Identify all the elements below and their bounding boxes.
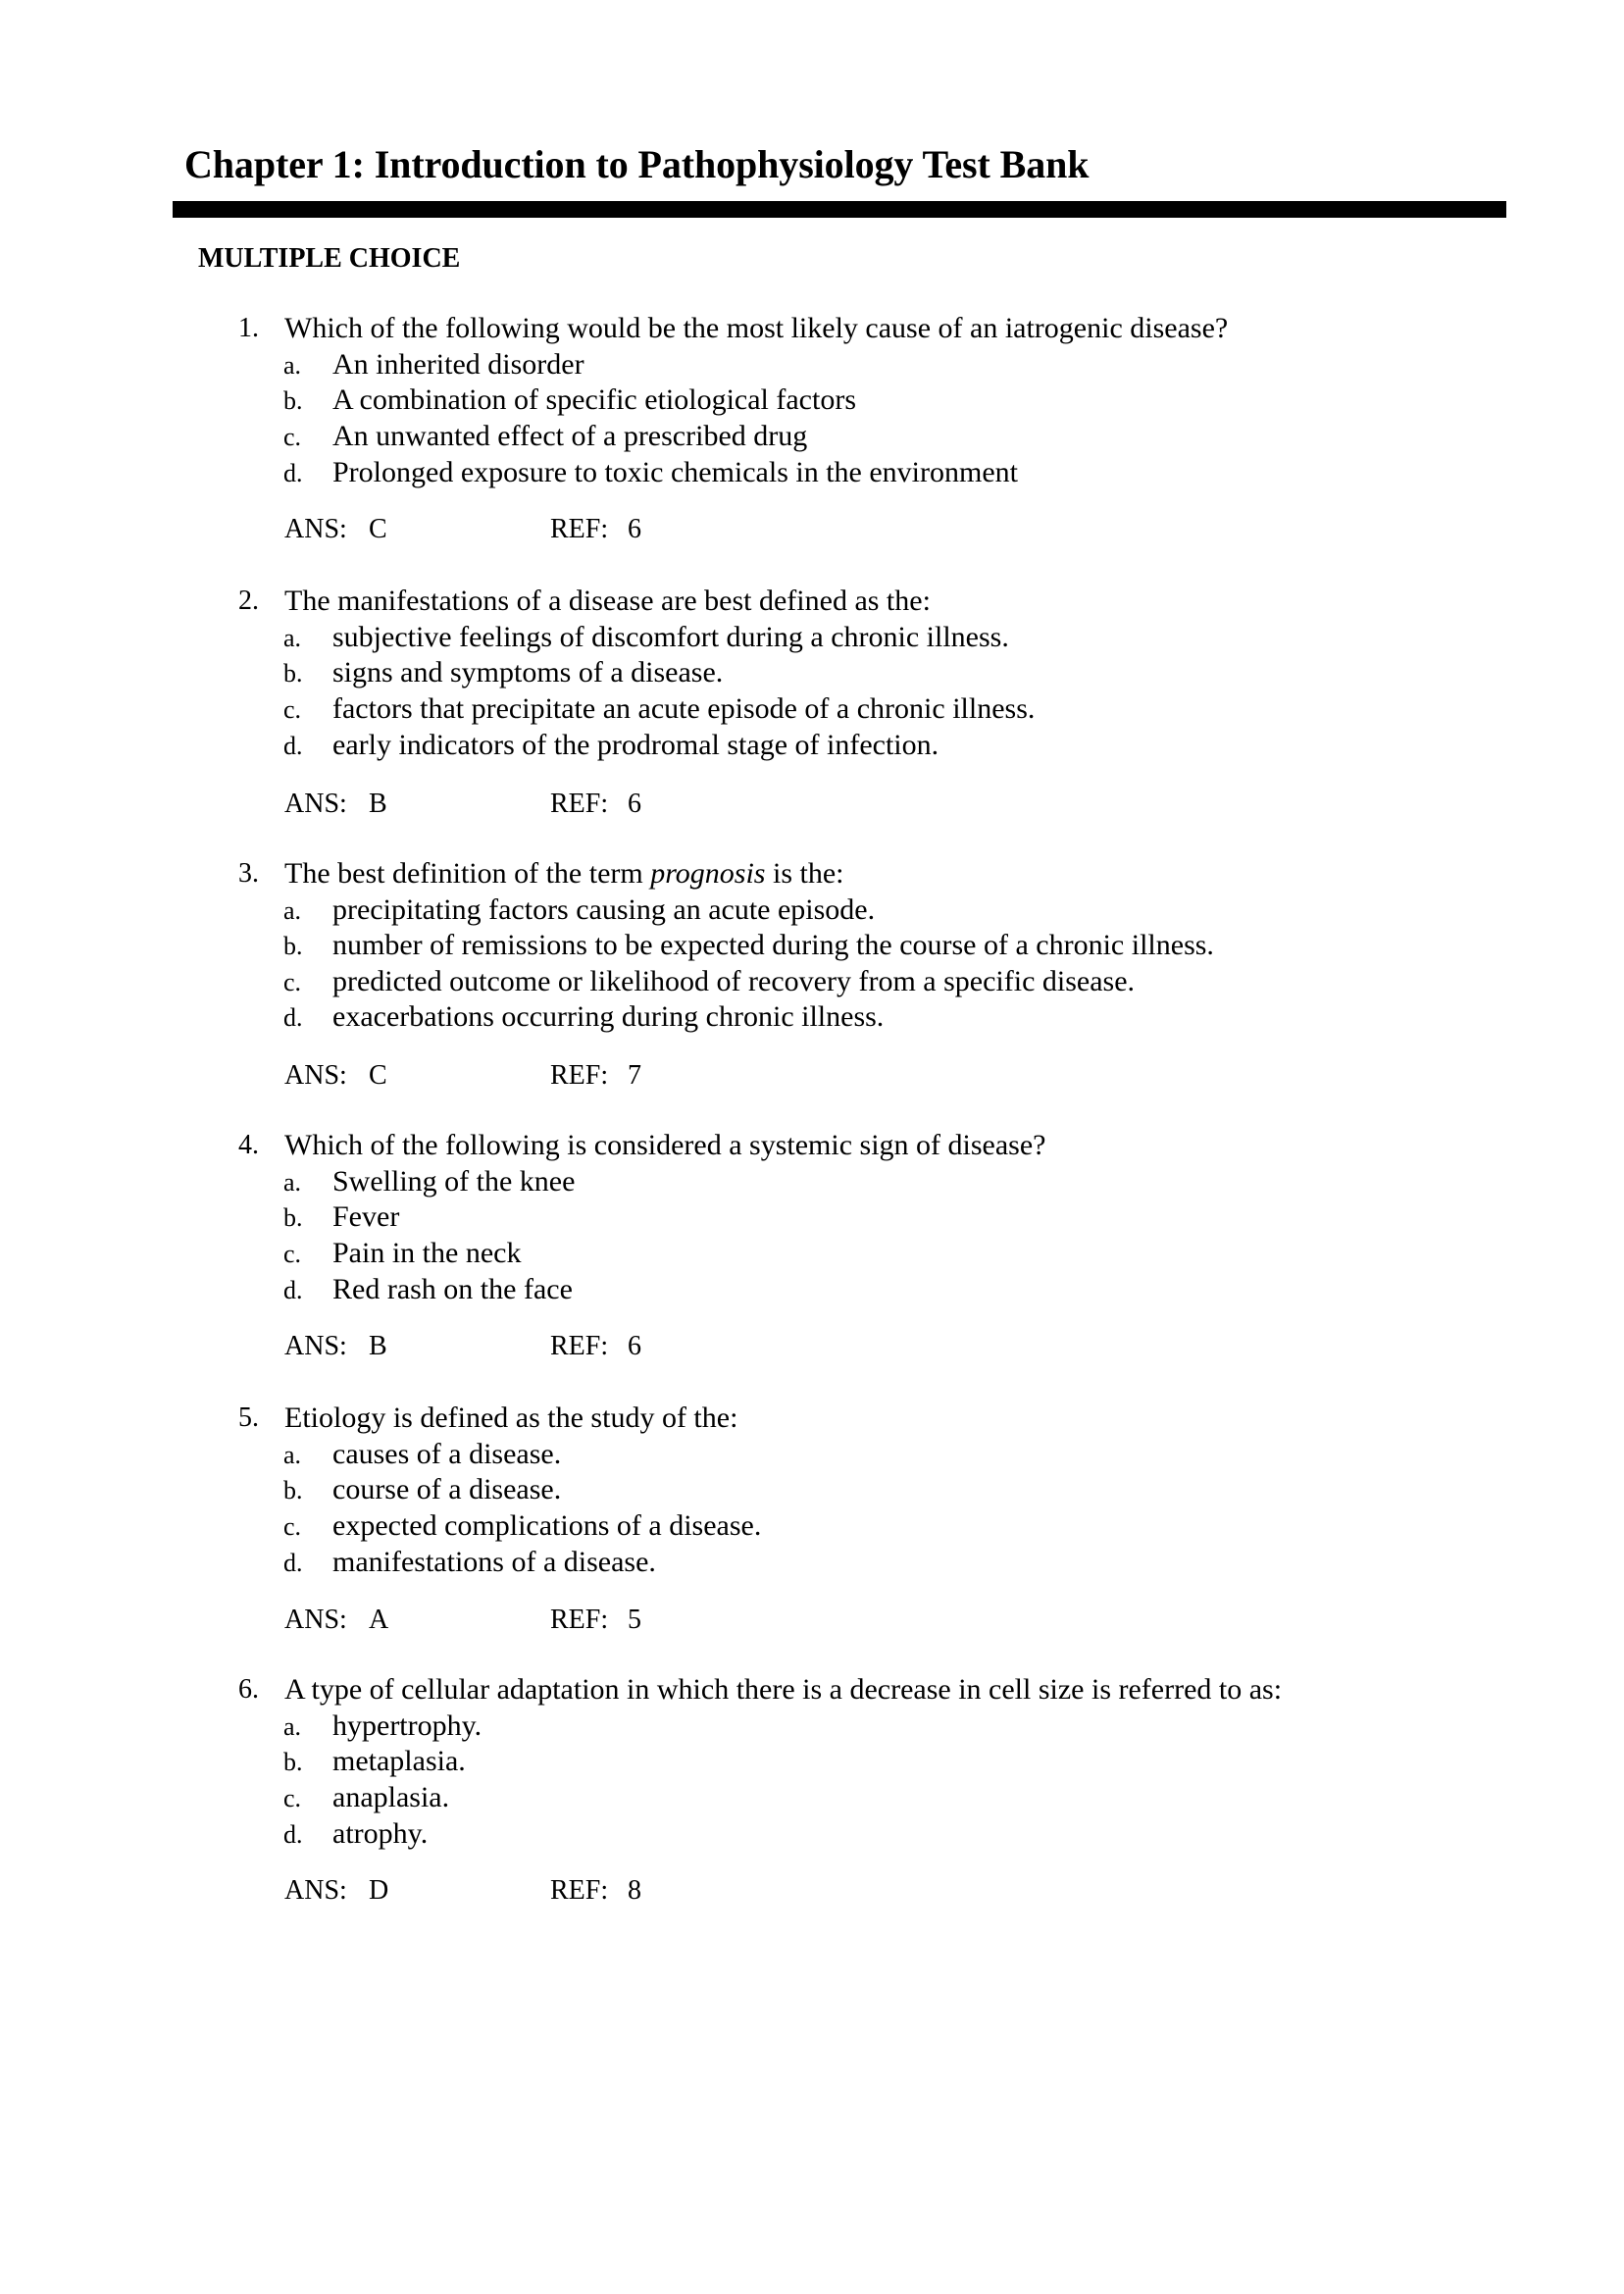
option-text: Pain in the neck xyxy=(332,1237,522,1269)
option-b xyxy=(0,658,1624,688)
option-text: hypertrophy. xyxy=(332,1709,482,1742)
question-text: The manifestations of a disease are best defined as the: xyxy=(284,585,931,617)
option-c xyxy=(0,967,1624,996)
answer-label: ANS: xyxy=(284,1331,347,1361)
question-text-italic-term: prognosis xyxy=(650,857,766,890)
option-text: manifestations of a disease. xyxy=(332,1546,656,1578)
question-number: 4. xyxy=(238,1130,259,1160)
reference-value: 6 xyxy=(628,514,641,544)
section-heading: MULTIPLE CHOICE xyxy=(198,243,461,274)
option-letter: c. xyxy=(283,968,302,996)
option-c xyxy=(0,1783,1624,1812)
answer-reference-row xyxy=(0,1332,1624,1361)
option-text: causes of a disease. xyxy=(332,1438,562,1470)
option-letter: a. xyxy=(283,1168,302,1197)
question-number: 2. xyxy=(238,586,259,616)
option-a xyxy=(0,1167,1624,1197)
question-6 xyxy=(0,1675,1624,1930)
option-text: early indicators of the prodromal stage of infection. xyxy=(332,729,939,761)
option-b xyxy=(0,931,1624,960)
question-number: 1. xyxy=(238,313,259,343)
option-a xyxy=(0,1711,1624,1741)
answer-reference-row xyxy=(0,790,1624,819)
option-text: Swelling of the knee xyxy=(332,1165,576,1198)
option-text: exacerbations occurring during chronic illness. xyxy=(332,1000,885,1033)
reference-label: REF: xyxy=(550,1060,609,1091)
answer-reference-row xyxy=(0,1876,1624,1906)
reference-value: 7 xyxy=(628,1060,641,1091)
option-b xyxy=(0,1202,1624,1232)
option-c xyxy=(0,1239,1624,1268)
option-letter: d. xyxy=(283,1549,303,1577)
option-letter: a. xyxy=(283,1712,302,1741)
option-letter: b. xyxy=(283,932,303,960)
option-b xyxy=(0,1747,1624,1776)
answer-value: D xyxy=(369,1875,389,1906)
option-letter: c. xyxy=(283,423,302,451)
option-d xyxy=(0,1002,1624,1032)
question-text-after: is the: xyxy=(765,857,844,890)
question-number: 6. xyxy=(238,1674,259,1705)
option-text: Red rash on the face xyxy=(332,1273,573,1305)
option-text: predicted outcome or likelihood of recovery from a specific disease. xyxy=(332,965,1136,997)
option-letter: d. xyxy=(283,732,303,760)
option-letter: a. xyxy=(283,624,302,652)
option-a xyxy=(0,623,1624,652)
answer-reference-row xyxy=(0,1061,1624,1091)
reference-value: 6 xyxy=(628,789,641,819)
answer-value: B xyxy=(369,789,387,819)
option-text: An inherited disorder xyxy=(332,348,584,381)
option-letter: b. xyxy=(283,1748,303,1776)
option-text: course of a disease. xyxy=(332,1473,562,1505)
option-text: precipitating factors causing an acute episode. xyxy=(332,893,876,926)
answer-label: ANS: xyxy=(284,789,347,819)
option-letter: c. xyxy=(283,695,302,724)
option-c xyxy=(0,422,1624,451)
answer-value: C xyxy=(369,1060,387,1091)
option-letter: b. xyxy=(283,659,303,688)
question-text-before: The best definition of the term xyxy=(284,857,651,890)
option-text: An unwanted effect of a prescribed drug xyxy=(332,420,808,452)
option-letter: d. xyxy=(283,1003,303,1032)
reference-value: 6 xyxy=(628,1331,641,1361)
option-b xyxy=(0,385,1624,415)
option-text: factors that precipitate an acute episode of a chronic illness. xyxy=(332,692,1036,725)
option-a xyxy=(0,895,1624,925)
question-text: Which of the following is considered a systemic sign of disease? xyxy=(284,1129,1046,1161)
option-letter: c. xyxy=(283,1240,302,1268)
answer-value: B xyxy=(369,1331,387,1361)
reference-label: REF: xyxy=(550,1875,609,1906)
option-letter: a. xyxy=(283,1441,302,1469)
option-text: A combination of specific etiological factors xyxy=(332,383,856,416)
reference-label: REF: xyxy=(550,789,609,819)
question-3 xyxy=(0,859,1624,1114)
option-letter: b. xyxy=(283,1476,303,1504)
reference-label: REF: xyxy=(550,514,609,544)
question-text: Etiology is defined as the study of the: xyxy=(284,1402,738,1434)
question-2 xyxy=(0,586,1624,841)
answer-value: C xyxy=(369,514,387,544)
option-c xyxy=(0,1511,1624,1541)
option-d xyxy=(0,458,1624,487)
option-text: signs and symptoms of a disease. xyxy=(332,656,724,688)
option-c xyxy=(0,694,1624,724)
option-letter: d. xyxy=(283,1276,303,1304)
reference-value: 5 xyxy=(628,1605,641,1635)
option-text: atrophy. xyxy=(332,1817,429,1850)
option-letter: b. xyxy=(283,1203,303,1232)
answer-value: A xyxy=(369,1605,389,1635)
option-text: anaplasia. xyxy=(332,1781,450,1813)
question-1 xyxy=(0,314,1624,569)
option-letter: d. xyxy=(283,459,303,487)
question-number: 5. xyxy=(238,1402,259,1433)
option-letter: c. xyxy=(283,1784,302,1812)
question-text xyxy=(284,859,843,889)
answer-reference-row xyxy=(0,515,1624,544)
option-a xyxy=(0,350,1624,380)
option-text: Fever xyxy=(332,1200,400,1233)
answer-label: ANS: xyxy=(284,1875,347,1906)
option-d xyxy=(0,731,1624,760)
option-letter: d. xyxy=(283,1820,303,1849)
option-d xyxy=(0,1819,1624,1849)
question-4 xyxy=(0,1131,1624,1386)
option-letter: a. xyxy=(283,896,302,925)
answer-label: ANS: xyxy=(284,514,347,544)
option-letter: a. xyxy=(283,351,302,380)
question-text: Which of the following would be the most likely cause of an iatrogenic disease? xyxy=(284,312,1229,344)
document-title: Chapter 1: Introduction to Pathophysiology Test Bank xyxy=(184,142,1090,186)
option-text: Prolonged exposure to toxic chemicals in the environment xyxy=(332,456,1018,488)
option-d xyxy=(0,1548,1624,1577)
option-d xyxy=(0,1275,1624,1304)
question-text: A type of cellular adaptation in which there is a decrease in cell size is referred to as: xyxy=(284,1673,1283,1706)
question-number: 3. xyxy=(238,858,259,889)
answer-reference-row xyxy=(0,1606,1624,1635)
reference-label: REF: xyxy=(550,1605,609,1635)
option-letter: b. xyxy=(283,386,303,415)
option-text: metaplasia. xyxy=(332,1745,466,1777)
title-rule-divider xyxy=(173,201,1506,218)
reference-value: 8 xyxy=(628,1875,641,1906)
answer-label: ANS: xyxy=(284,1605,347,1635)
option-text: expected complications of a disease. xyxy=(332,1509,762,1542)
option-letter: c. xyxy=(283,1512,302,1541)
question-5 xyxy=(0,1403,1624,1658)
option-text: number of remissions to be expected during the course of a chronic illness. xyxy=(332,929,1214,961)
option-a xyxy=(0,1440,1624,1469)
option-text: subjective feelings of discomfort during a chronic illness. xyxy=(332,621,1009,653)
answer-label: ANS: xyxy=(284,1060,347,1091)
option-b xyxy=(0,1475,1624,1504)
reference-label: REF: xyxy=(550,1331,609,1361)
